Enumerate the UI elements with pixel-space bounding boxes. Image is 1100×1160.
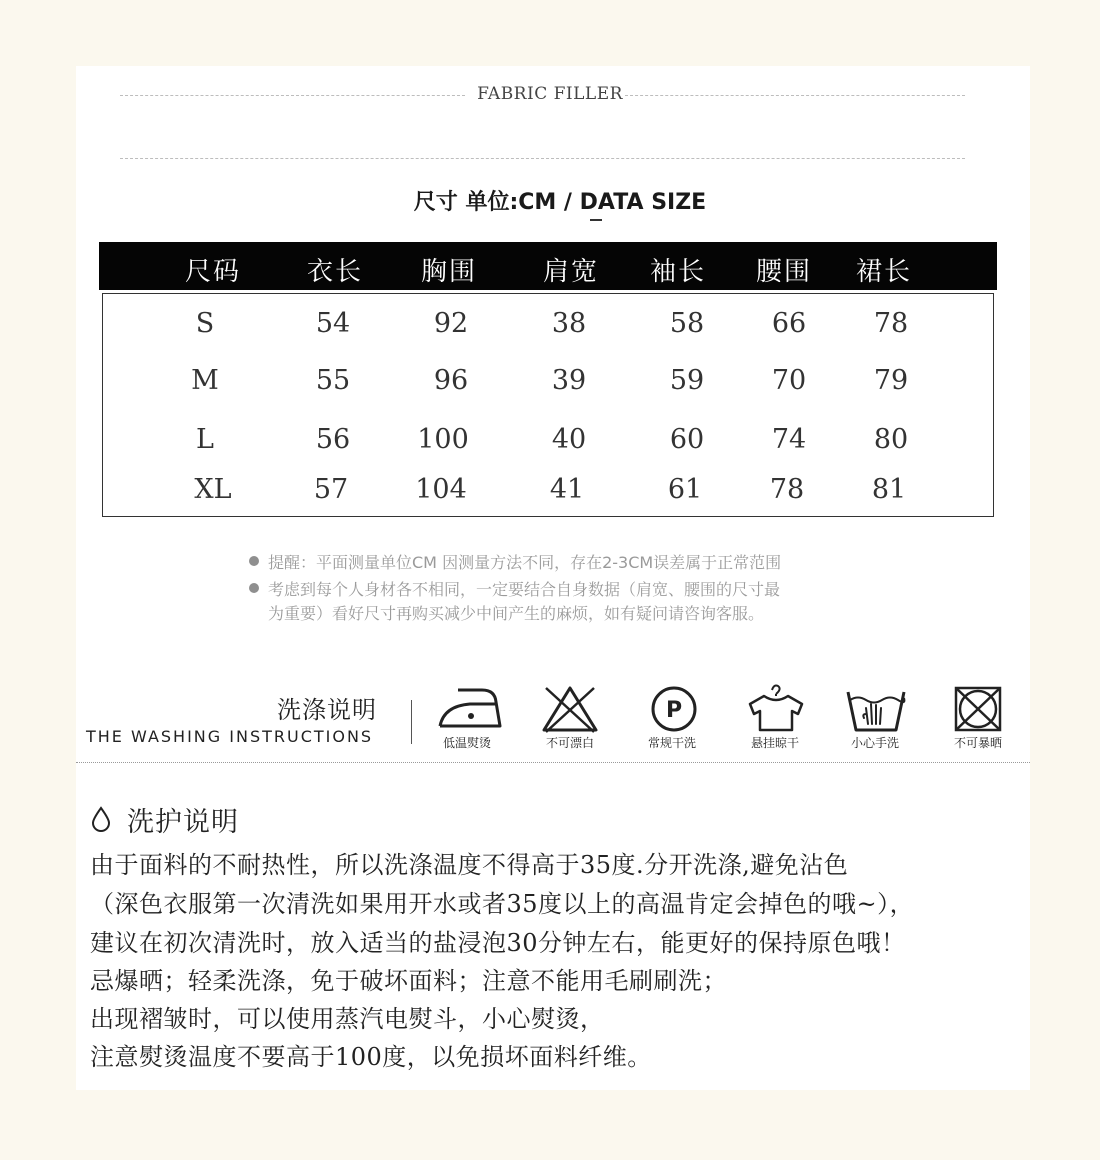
care-title: 洗护说明 <box>127 807 239 838</box>
table-cell: 100 <box>417 424 469 455</box>
table-cell: 78 <box>873 308 909 339</box>
icon-label: 低温熨烫 <box>442 736 492 750</box>
table-cell: 74 <box>771 424 807 455</box>
table-cell: XL <box>194 474 232 505</box>
column-header-size: 尺码 <box>184 257 242 287</box>
column-header-waist: 腰围 <box>755 257 813 287</box>
care-line: 由于面料的不耐热性，所以洗涤温度不得高于35度.分开洗涤,避免沾色 <box>90 851 849 879</box>
column-header-shoulder: 肩宽 <box>542 257 600 287</box>
table-cell: 38 <box>551 308 587 339</box>
column-header-sleeve: 袖长 <box>649 257 707 287</box>
dry-clean-symbol: P <box>665 698 683 723</box>
size-table-body <box>102 293 994 517</box>
size-chart-title: 尺寸 单位:CM / DATA SIZE <box>413 190 707 215</box>
table-cell: 55 <box>315 365 351 396</box>
table-cell: 59 <box>669 365 705 396</box>
table-cell: 79 <box>873 365 909 396</box>
water-drop-icon <box>90 806 112 832</box>
table-cell: 56 <box>315 424 351 455</box>
note-body-fit: 考虑到每个人身材各不相同，一定要结合自身数据（肩宽、腰围的尺寸最 <box>268 580 781 599</box>
fabric-title: FABRIC FILLER <box>477 84 623 104</box>
header-divider-bottom <box>120 158 965 159</box>
table-cell: 39 <box>551 365 587 396</box>
washing-title-cn: 洗涤说明 <box>277 696 377 724</box>
table-cell: L <box>196 424 214 455</box>
icon-label: 不可暴晒 <box>953 736 1003 750</box>
table-cell: 96 <box>433 365 469 396</box>
table-cell: 81 <box>871 474 907 505</box>
size-table-header <box>99 242 997 290</box>
care-line: 建议在初次清洗时，放入适当的盐浸泡30分钟左右，能更好的保持原色哦！ <box>90 929 906 957</box>
note-bullet <box>249 556 259 566</box>
note-bullet <box>249 583 259 593</box>
icon-label: 不可漂白 <box>545 736 595 750</box>
icon-label: 常规干洗 <box>647 736 697 750</box>
table-cell: 60 <box>669 424 705 455</box>
care-line: （深色衣服第一次清洗如果用开水或者35度以上的高温肯定会掉色的哦~）， <box>90 890 915 918</box>
table-cell: M <box>191 365 219 396</box>
table-cell: 57 <box>313 474 349 505</box>
table-cell: 78 <box>769 474 805 505</box>
washing-title-en: THE WASHING INSTRUCTIONS <box>86 727 374 746</box>
note-measurement: 提醒：平面测量单位CM 因测量方法不同，存在2-3CM误差属于正常范围 <box>268 553 782 572</box>
table-cell: 61 <box>667 474 703 505</box>
column-header-bust: 胸围 <box>420 257 478 287</box>
table-cell: 40 <box>551 424 587 455</box>
table-cell: 66 <box>771 308 807 339</box>
table-cell: S <box>195 308 215 339</box>
column-header-length: 衣长 <box>306 257 364 287</box>
table-cell: 41 <box>549 474 585 505</box>
table-cell: 92 <box>433 308 469 339</box>
care-line: 忌爆晒；轻柔洗涤，免于破坏面料；注意不能用毛刷刷洗； <box>90 967 727 995</box>
washing-divider <box>411 700 412 744</box>
table-cell: 104 <box>415 474 467 505</box>
title-underline <box>590 219 602 221</box>
table-cell: 70 <box>771 365 807 396</box>
care-line: 出现褶皱时，可以使用蒸汽电熨斗，小心熨烫， <box>90 1005 605 1033</box>
table-cell: 80 <box>873 424 909 455</box>
note-body-fit-cont: 为重要）看好尺寸再购买减少中间产生的麻烦，如有疑问请咨询客服。 <box>268 604 765 623</box>
column-header-skirt-length: 裙长 <box>855 257 913 287</box>
table-cell: 58 <box>669 308 705 339</box>
icon-label: 悬挂晾干 <box>750 736 800 750</box>
care-line: 注意熨烫温度不要高于100度，以免损坏面料纤维。 <box>90 1043 652 1071</box>
icon-label: 小心手洗 <box>850 736 900 750</box>
washing-divider-bottom <box>76 762 1030 763</box>
table-cell: 54 <box>315 308 351 339</box>
